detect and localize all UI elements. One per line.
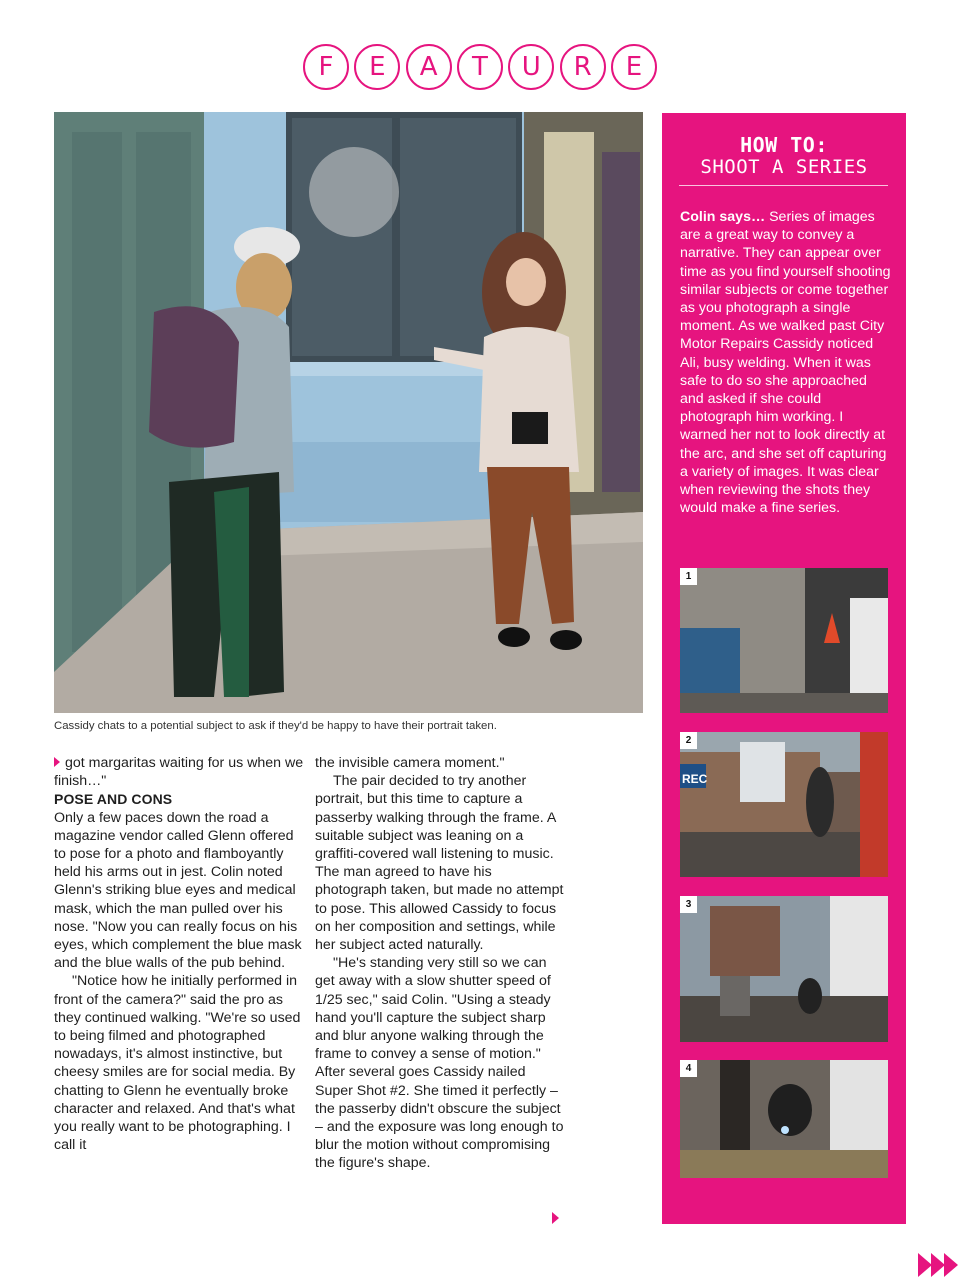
col1-continued-paragraph [54, 754, 304, 790]
feature-letter-e2: E [611, 44, 657, 90]
series-photo-3-illustration [680, 896, 888, 1042]
article-continues-icon [552, 1212, 559, 1224]
col2-paragraph-3: "He's standing very still so we can get away with a slow shutter speed of 1/25 sec," said Colin. "Using a steady hand you'll capture the subject sharp and blur anyone walking through the frame to convey a sense of motion." After several goes Cassidy nailed Super Shot #2. She timed it perfectly – the passerby didn't obscure the subject – and the exposure was long enough to blur the motion without compromising the figure's shape. [315, 955, 564, 1172]
how-to-sidebar [662, 113, 906, 1224]
series-photo-4 [680, 1060, 888, 1178]
subhead-pose-and-cons: POSE AND CONS [54, 791, 173, 808]
series-photo-1-number: 1 [680, 568, 697, 585]
feature-letter-e1: E [354, 44, 400, 90]
series-photo-1-illustration [680, 568, 888, 713]
article-column-2 [315, 754, 565, 1173]
sidebar-title: HOW TO: [740, 133, 828, 157]
hero-photo [54, 112, 643, 713]
feature-letter-a: A [406, 44, 452, 90]
sidebar-subtitle: SHOOT A SERIES [700, 156, 868, 178]
feature-letter-r: R [560, 44, 606, 90]
feature-letter-f: F [303, 44, 349, 90]
col1-paragraph-2: Only a few paces down the road a magazine vendor called Glenn offered to pose for a photo and flamboyantly held his arms out in jest. Colin noted Glenn's striking blue eyes and medical mask, which the man pulled over his nose. "Now you can really focus on his eyes, which complement the blue mask and the blue walls of the pub behind. [54, 809, 302, 972]
feature-letter-u: U [508, 44, 554, 90]
series-photo-2 [680, 732, 888, 877]
feature-header [303, 44, 657, 90]
arrow-icon-1 [918, 1253, 932, 1277]
series-photo-3-number: 3 [680, 896, 697, 913]
feature-letter-t: T [457, 44, 503, 90]
series-photo-3 [680, 896, 888, 1042]
series-photo-2-sign: REC [682, 772, 708, 786]
col1-p1-text: got margaritas waiting for us when we finish…" [54, 755, 304, 790]
series-photo-1 [680, 568, 888, 713]
next-page-arrows-icon [918, 1253, 960, 1280]
col1-paragraph-3: "Notice how he initially performed in front of the camera?" said the pro as they continued walking. "We're so used to being filmed and photographed nowadays, it's almost instinctive, but cheesy smiles are for social media. By chatting to Glenn he eventually broke character and relaxed. And that's what you really want to be photographing. I call it [54, 973, 301, 1154]
arrow-icon-2 [931, 1253, 945, 1277]
sidebar-lead: Colin says… [680, 209, 766, 225]
col2-paragraph-1: the invisible camera moment." [315, 755, 505, 771]
series-photo-4-number: 4 [680, 1060, 697, 1077]
hero-caption: Cassidy chats to a potential subject to ask if they'd be happy to have their portrait taken. [54, 720, 497, 732]
hero-illustration [54, 112, 643, 713]
series-photo-2-illustration [680, 732, 888, 877]
col2-paragraph-2: The pair decided to try another portrait, but this time to capture a passerby walking through the frame. A suitable subject was leaning on a graffiti-covered wall listening to music. The man agreed to have his photograph taken, but made no attempt to pose. This allowed Cassidy to focus on her composition and settings, while her subject acted naturally. [315, 773, 564, 954]
sidebar-body-text: Series of images are a great way to convey a narrative. They can appear over time as you find yourself shooting similar subjects or come together as you photograph a single moment. As we walked past City Motor Repairs Cassidy noticed Ali, busy welding. When it was safe to do so she approached and asked if she could photograph him working. I warned her not to look directly at the arc, and she set off capturing a variety of images. It was clear when reviewing the shots they would make a fine series. [680, 209, 891, 517]
series-photo-2-number: 2 [680, 732, 697, 749]
sidebar-body [680, 208, 892, 517]
series-photo-4-illustration [680, 1060, 888, 1178]
article-column-1 [54, 754, 304, 1154]
continued-marker-icon [54, 757, 60, 767]
sidebar-divider [679, 185, 888, 186]
arrow-icon-3 [944, 1253, 958, 1277]
